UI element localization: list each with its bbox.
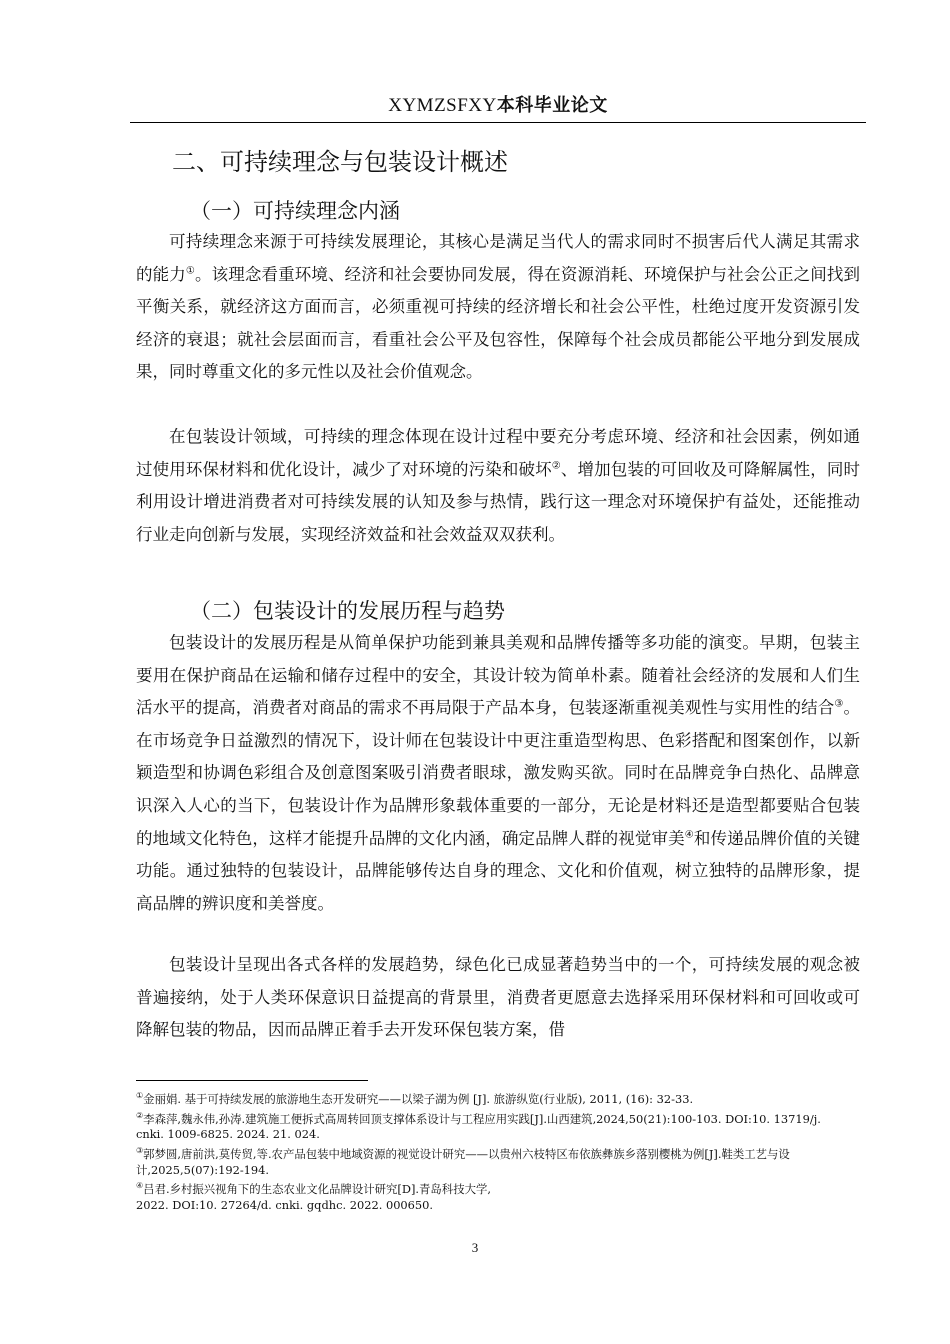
subsection-title-2: （二）包装设计的发展历程与趋势 bbox=[190, 599, 505, 623]
footnote bbox=[136, 1143, 852, 1178]
footnote bbox=[136, 1088, 852, 1108]
paragraph-text: 在包装设计领域，可持续的理念体现在设计过程中要充分考虑环境、经济和社会因素，例如通过使用环保材料和优化设计，减少了对环境的污染和破坏 bbox=[136, 427, 860, 479]
footnote-ref: ③ bbox=[834, 698, 844, 710]
paragraph bbox=[136, 627, 860, 920]
paragraph-text: 可持续理念来源于可持续发展理论，其核心是满足当代人的需求同时不损害后代人满足其需求的能力 bbox=[136, 232, 860, 284]
footnote-separator bbox=[136, 1080, 368, 1081]
paragraph bbox=[136, 421, 860, 551]
footnote-text: 金丽娟. 基于可持续发展的旅游地生态开发研究——以梁子湖为例 [J]. 旅游纵览(行业版), 2011, (16): 32-33. bbox=[143, 1091, 694, 1106]
header-latin: XYMZSFXY bbox=[388, 95, 497, 116]
header-title: 本科毕业论文 bbox=[496, 95, 608, 116]
subsection-title-1: （一）可持续理念内涵 bbox=[190, 199, 400, 223]
paragraph-text: 。在市场竞争日益激烈的情况下，设计师在包装设计中更注重造型构思、色彩搭配和图案创作，以新颖造型和协调色彩组合及创意图案吸引消费者眼球，激发购买欲。同时在品牌竞争白热化、品牌意识深入人心的当下，包装设计作为品牌形象载体重要的一部分，无论是材料还是造型都要贴合包装的地域文化特色，这样才能提升品牌的文化内涵，确定品牌人群的视觉审美 bbox=[136, 698, 860, 848]
footnote-ref: ④ bbox=[684, 829, 694, 841]
paragraph-text: 和传递品牌价值的关键功能。通过独特的包装设计，品牌能够传达自身的理念、文化和价值观，树立独特的品牌形象，提高品牌的辨识度和美誉度。 bbox=[136, 828, 861, 913]
footnote-mark: ① bbox=[136, 1091, 144, 1100]
section-title: 二、可持续理念与包装设计概述 bbox=[172, 148, 508, 176]
footnote-text: 李森萍,魏永伟,孙涛.建筑施工便拆式高周转回顶支撑体系设计与工程应用实践[J].山西建筑,2024,50(21):100-103. DOI:10. 13719/j. cnki. 1009-6825. 2024. 21. 024. bbox=[136, 1111, 821, 1142]
footnote-text: 2022. DOI:10. 27264/d. cnki. gqdhc. 2022. 000650. bbox=[136, 1197, 434, 1212]
footnote bbox=[136, 1108, 852, 1143]
paragraph-text: 包装设计呈现出各式各样的发展趋势，绿色化已成显著趋势当中的一个，可持续发展的观念被普遍接纳，处于人类环保意识日益提高的背景里，消费者更愿意去选择采用环保材料和可回收或可降解包装的物品，因而品牌正着手去开发环保包装方案，借 bbox=[136, 955, 860, 1040]
footnote-mark: ③ bbox=[136, 1145, 144, 1155]
paragraph bbox=[136, 949, 860, 1047]
footnote bbox=[136, 1178, 852, 1198]
footnote-mark: ② bbox=[136, 1110, 144, 1120]
footnote-ref: ② bbox=[551, 460, 561, 472]
paragraph-text: 包装设计的发展历程是从简单保护功能到兼具美观和品牌传播等多功能的演变。早期，包装主要用在保护商品在运输和储存过程中的安全，其设计较为简单朴素。随着社会经济的发展和人们生活水平的提高，消费者对商品的需求不再局限于产品本身，包装逐渐重视美观性与实用性的结合 bbox=[136, 633, 860, 718]
paragraph-text: 、增加包装的可回收及可降解属性，同时利用设计增进消费者对可持续发展的认知及参与热情，践行这一理念对环境保护有益处，还能推动行业走向创新与发展，实现经济效益和社会效益双双获利。 bbox=[136, 459, 860, 544]
paragraph-text: 。该理念看重环境、经济和社会要协同发展，得在资源消耗、环境保护与社会公正之间找到平衡关系，就经济这方面而言，必须重视可持续的经济增长和社会公平性，杜绝过度开发资源引发经济的衰退；就社会层面而言，看重社会公平及包容性，保障每个社会成员都能公平地分到发展成果，同时尊重文化的多元性以及社会价值观念。 bbox=[136, 264, 861, 382]
footnotes bbox=[136, 1088, 852, 1214]
page-number: 3 bbox=[471, 1240, 479, 1255]
page-header bbox=[130, 92, 866, 119]
footnote-text: 吕君.乡村振兴视角下的生态农业文化品牌设计研究[D].青岛科技大学, bbox=[143, 1182, 491, 1197]
paragraph bbox=[136, 226, 860, 389]
footnote-ref: ① bbox=[185, 265, 195, 277]
footnote-text: 郭梦圆,唐前洪,莫传贸,等.农产品包装中地域资源的视觉设计研究——以贵州六枝特区布依族彝族乡落别樱桃为例[J].鞋类工艺与设计,2025,5(07):192-194. bbox=[136, 1146, 790, 1177]
footnote bbox=[136, 1198, 852, 1214]
header-rule bbox=[130, 122, 866, 123]
footnote-mark: ④ bbox=[136, 1181, 144, 1191]
